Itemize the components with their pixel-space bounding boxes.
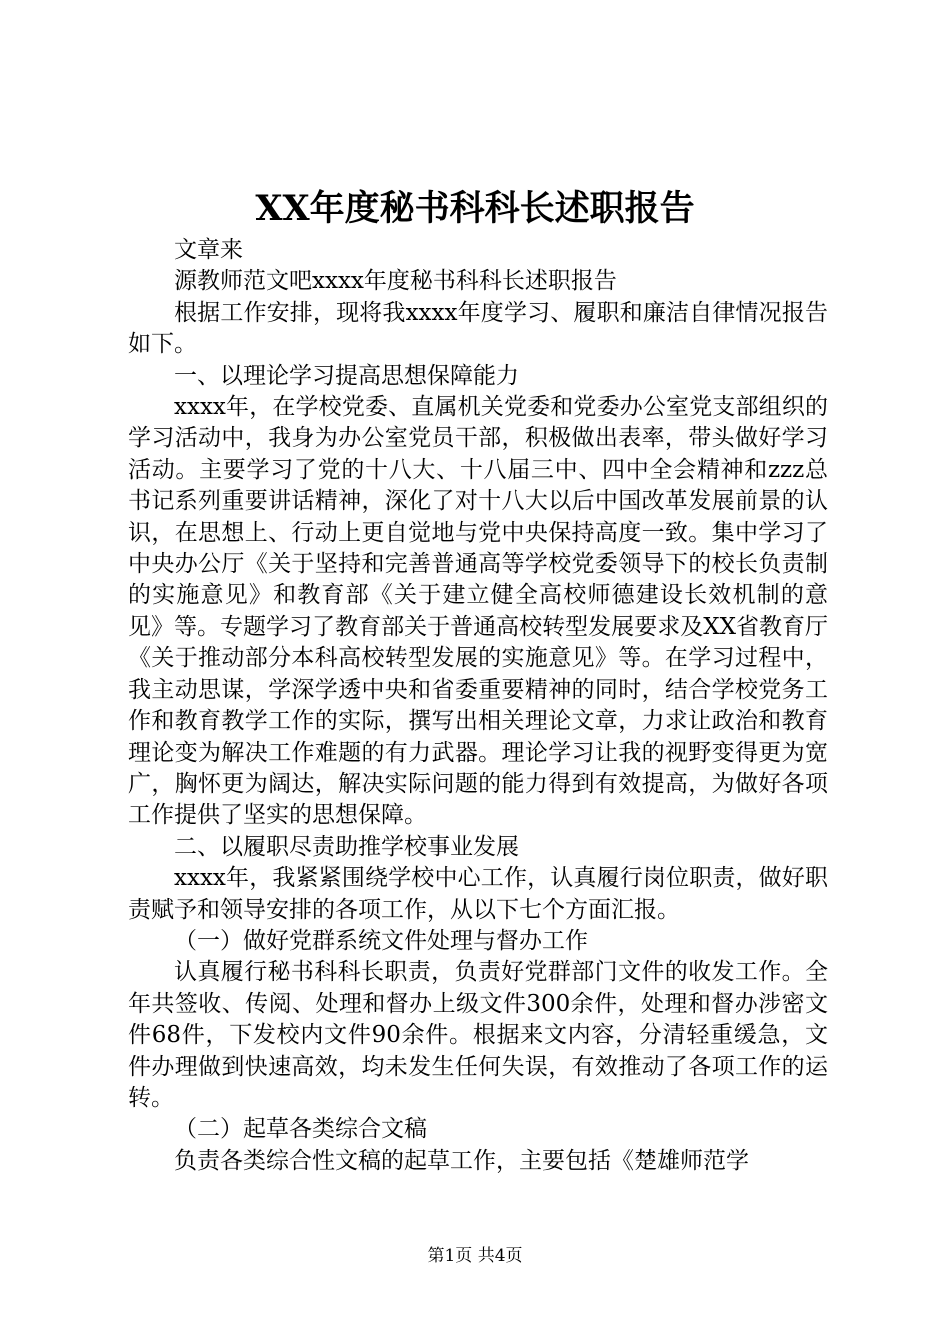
subsection-heading-1: （一）做好党群系统文件处理与督办工作	[174, 927, 588, 954]
paragraph-theory-study: xxxx年，在学校党委、直属机关党委和党委办公室党支部组织的学习活动中，我身为办公室党员干部，积极做出表率，带头做好学习活动。主要学习了党的十八大、十八届三中、四中全会精神和zzz总书记系列重要讲话精神，深化了对十八大以后中国改革发展前景的认识，在思想上、行动上更自觉地与党中央保持高度一致。集中学习了中央办公厅《关于坚持和完善普通高等学校党委领导下的校长负责制的实施意见》和教育部《关于建立健全高校师德建设长效机制的意见》等。专题学习了教育部关于普通高校转型发展要求及XX省教育厅《关于推动部分本科高校转型发展的实施意见》等。在学习过程中，我主动思谋，学深学透中央和省委重要精神的同时，结合学校党务工作和教育教学工作的实际，撰写出相关理论文章，力求让政治和教育理论变为解决工作难题的有力武器。理论学习让我的视野变得更为宽广，胸怀更为阔达，解决实际问题的能力得到有效提高，为做好各项工作提供了坚实的思想保障。	[128, 394, 828, 829]
document-title: XX年度秘书科科长述职报告	[255, 188, 695, 229]
paragraph-duty-overview: xxxx年，我紧紧围绕学校中心工作，认真履行岗位职责，做好职责赋予和领导安排的各项工作，从以下七个方面汇报。	[128, 865, 828, 923]
paragraph-drafting: 负责各类综合性文稿的起草工作，主要包括《楚雄师范学	[174, 1147, 749, 1174]
section-heading-2: 二、以履职尽责助推学校事业发展	[174, 833, 519, 860]
paragraph-intro: 根据工作安排，现将我xxxx年度学习、履职和廉洁自律情况报告如下。	[128, 299, 828, 358]
section-heading-1: 一、以理论学习提高思想保障能力	[174, 362, 519, 389]
paragraph-source-line-1: 文章来	[174, 237, 243, 263]
subsection-heading-2: （二）起草各类综合文稿	[174, 1116, 427, 1143]
paragraph-source-line-2: 源教师范文吧xxxx年度秘书科科长述职报告	[174, 268, 617, 295]
page-footer: 第1页 共4页	[427, 1246, 523, 1266]
document-body	[128, 235, 828, 1177]
paragraph-document-handling: 认真履行秘书科科长职责，负责好党群部门文件的收发工作。全年共签收、传阅、处理和督办上级文件300余件，处理和督办涉密文件68件，下发校内文件90余件。根据来文内容，分清轻重缓急，文件办理做到快速高效，均未发生任何失误，有效推动了各项工作的运转。	[128, 959, 828, 1111]
